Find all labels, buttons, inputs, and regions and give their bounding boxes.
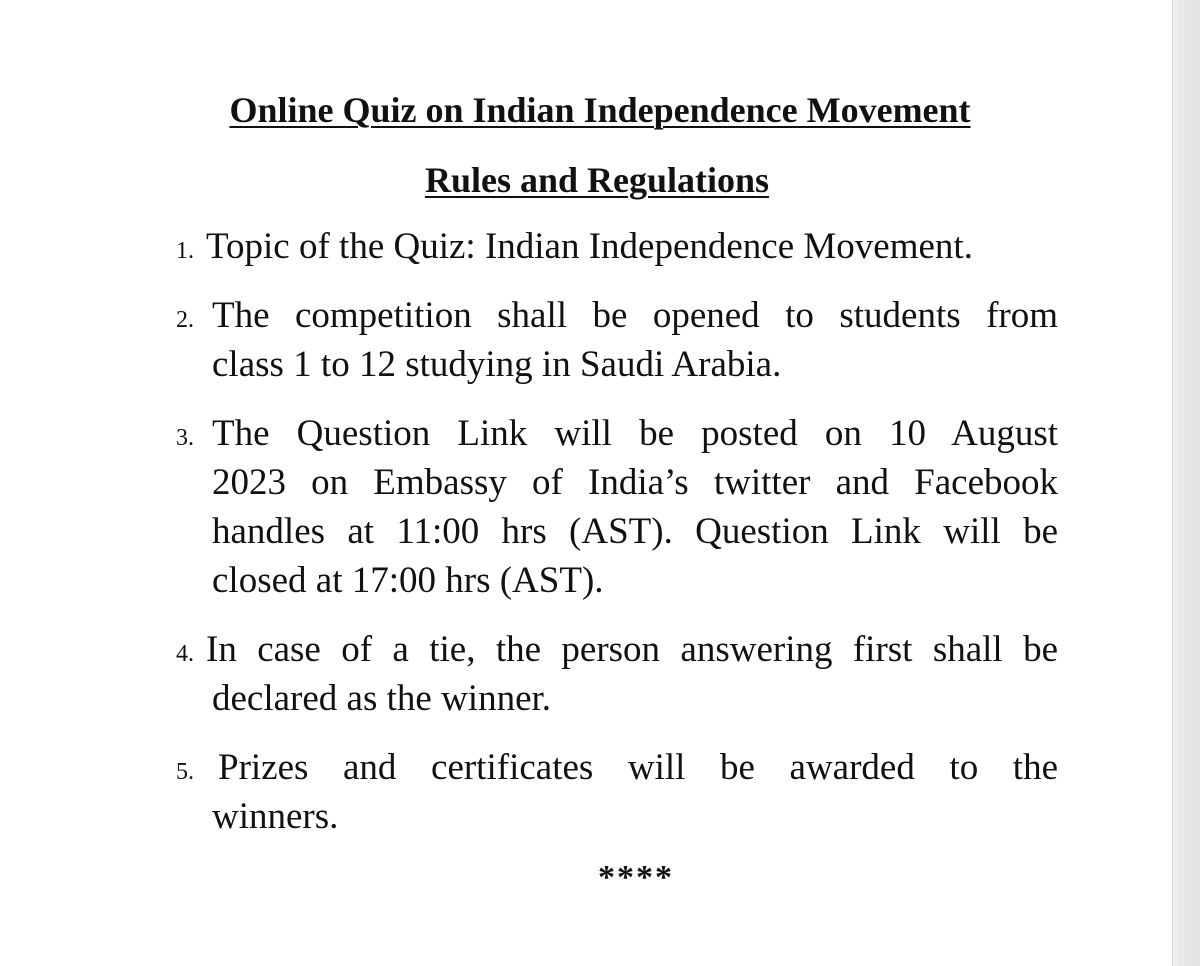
rule-line-3-1: The Question Link will be posted on 10 August	[212, 413, 1058, 454]
rule-number-3: 3.	[176, 425, 194, 451]
rule-number-4: 4.	[176, 641, 194, 667]
rule-line-5-1: Prizes and certificates will be awarded to the	[218, 747, 1058, 788]
rule-line-4-2: declared as the winner.	[212, 678, 552, 719]
rule-number-1: 1.	[176, 238, 194, 264]
document-subtitle: Rules and Regulations	[424, 160, 770, 200]
page-edge	[1172, 0, 1200, 966]
rule-line-5-2: winners.	[212, 796, 339, 837]
rule-line-2-1: The competition shall be opened to students from	[212, 295, 1058, 336]
document-title: Online Quiz on Indian Independence Movement	[229, 90, 971, 130]
rule-number-2: 2.	[176, 307, 194, 333]
rule-line-2-2: class 1 to 12 studying in Saudi Arabia.	[212, 344, 782, 385]
rule-line-4-1: In case of a tie, the person answering first shall be	[206, 629, 1058, 670]
rule-line-1-1: Topic of the Quiz: Indian Independence Movement.	[206, 226, 973, 267]
rule-line-3-2: 2023 on Embassy of India’s twitter and Facebook	[212, 462, 1058, 503]
rule-number-5: 5.	[176, 759, 194, 785]
end-mark: ****	[598, 859, 674, 896]
rule-line-3-4: closed at 17:00 hrs (AST).	[212, 560, 604, 601]
rule-line-3-3: handles at 11:00 hrs (AST). Question Link will be	[212, 511, 1058, 552]
